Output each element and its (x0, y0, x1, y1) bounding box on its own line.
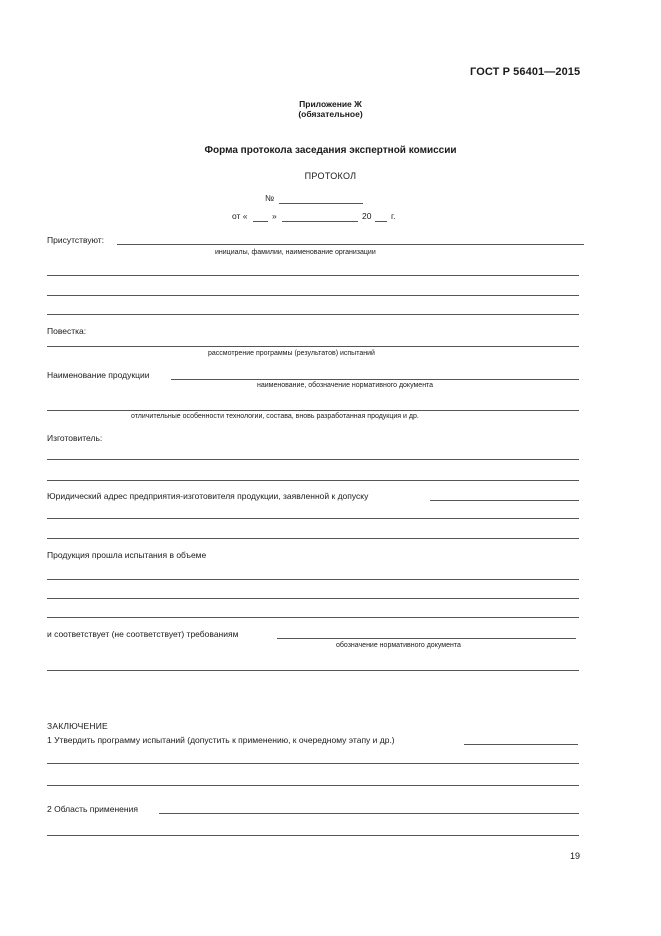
conclusion-item-2-line[interactable] (159, 813, 579, 814)
conclusion-item-2: 2 Область применения (47, 804, 138, 814)
present-label: Присутствуют: (47, 235, 105, 245)
conclusion-heading: ЗАКЛЮЧЕНИЕ (47, 721, 108, 731)
date-year-suffix: г. (391, 211, 396, 221)
product-line-2[interactable] (47, 410, 579, 411)
complies-caption: обозначение нормативного документа (336, 642, 461, 649)
legal-address-line-3[interactable] (47, 538, 579, 539)
appendix-title: Приложение Ж (299, 99, 362, 109)
legal-address-line[interactable] (430, 500, 579, 501)
date-month-line[interactable] (282, 221, 358, 222)
date-from-label: от « (232, 211, 248, 221)
present-line[interactable] (117, 244, 584, 245)
legal-address-label: Юридический адрес предприятия-изготовителя продукции, заявленной к допуску (47, 491, 369, 501)
protocol-number-prefix: № (265, 193, 275, 203)
present-line-2[interactable] (47, 275, 579, 276)
date-day-line[interactable] (253, 221, 268, 222)
product-label: Наименование продукции (47, 370, 150, 380)
present-line-3[interactable] (47, 295, 579, 296)
complies-line[interactable] (277, 638, 576, 639)
protocol-number-line[interactable] (279, 203, 363, 204)
form-title: Форма протокола заседания экспертной комиссии (204, 145, 457, 156)
conclusion-line-5[interactable] (47, 835, 579, 836)
conclusion-item-1: 1 Утвердить программу испытаний (допустить к применению, к очередному этапу и др.) (47, 735, 395, 745)
manufacturer-label: Изготовитель: (47, 433, 103, 443)
complies-label: и соответствует (не соответствует) требованиям (47, 629, 239, 639)
conclusion-line-3[interactable] (47, 785, 579, 786)
tested-line-3[interactable] (47, 617, 579, 618)
agenda-label: Повестка: (47, 326, 87, 336)
tested-line-1[interactable] (47, 579, 579, 580)
product-line[interactable] (171, 379, 579, 380)
protocol-heading: ПРОТОКОЛ (304, 171, 357, 181)
conclusion-item-1-line[interactable] (464, 744, 578, 745)
appendix-status: (обязательное) (298, 109, 363, 119)
complies-line-2[interactable] (47, 670, 579, 671)
product-caption-1: наименование, обозначение нормативного документа (257, 382, 434, 389)
manufacturer-line-2[interactable] (47, 480, 579, 481)
date-quote-close: » (272, 211, 277, 221)
date-year-prefix: 20 (362, 211, 372, 221)
present-line-4[interactable] (47, 314, 579, 315)
conclusion-line-2[interactable] (47, 763, 579, 764)
standard-number: ГОСТ Р 56401—2015 (470, 66, 581, 78)
agenda-line[interactable] (47, 346, 579, 347)
page-number: 19 (570, 851, 581, 861)
product-caption-2: отличительные особенности технологии, состава, вновь разработанная продукция и др. (131, 413, 419, 420)
tested-line-2[interactable] (47, 598, 579, 599)
manufacturer-line-1[interactable] (47, 459, 579, 460)
tested-label: Продукция прошла испытания в объеме (47, 550, 207, 560)
agenda-caption: рассмотрение программы (результатов) испытаний (208, 350, 375, 357)
present-caption: инициалы, фамилии, наименование организации (215, 249, 376, 256)
date-year-line[interactable] (375, 221, 387, 222)
legal-address-line-2[interactable] (47, 518, 579, 519)
